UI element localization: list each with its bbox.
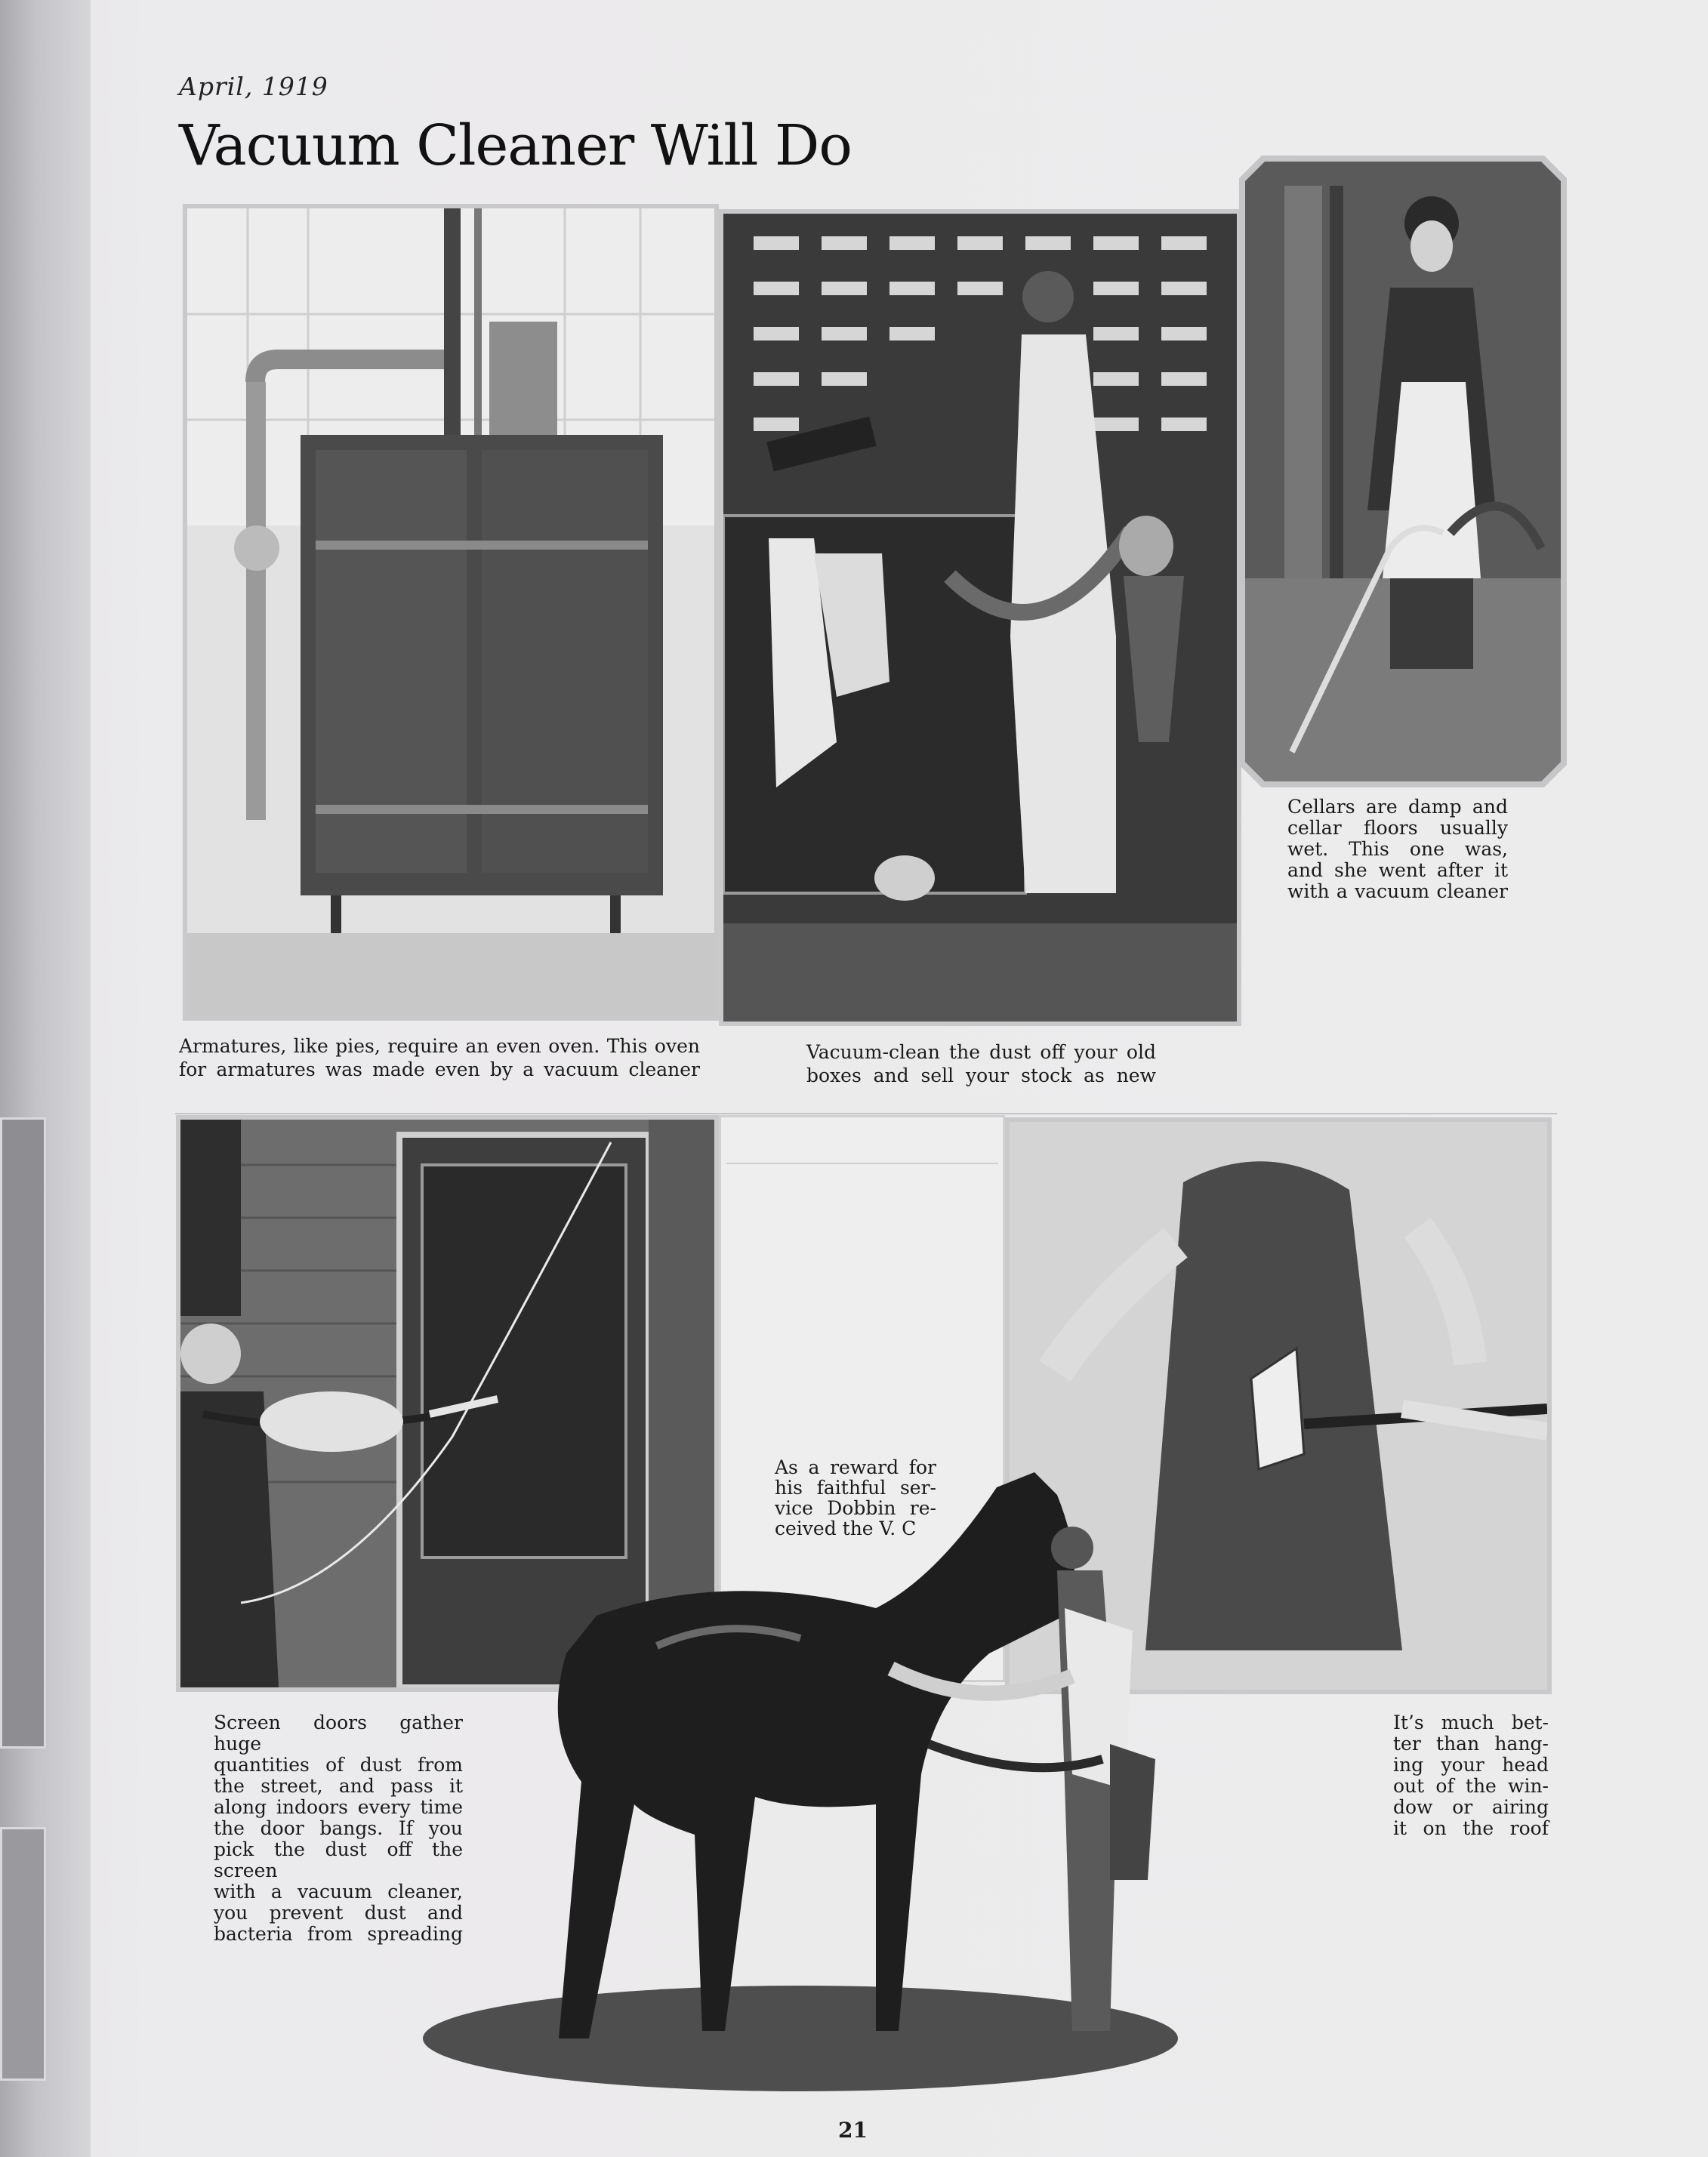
previous-page-photo-fragment — [0, 1117, 46, 1749]
panel-top-rule — [175, 1113, 1557, 1114]
caption-line: the door bangs. If you — [214, 1817, 463, 1839]
caption-line: and she went after it — [1287, 859, 1508, 881]
caption-line: out of the win- — [1393, 1775, 1549, 1797]
caption-horse-dobbin — [775, 1457, 936, 1539]
caption-line: with a vacuum cleaner — [1287, 880, 1508, 902]
caption-screen-door — [214, 1712, 463, 1945]
photo-cellar-floor — [1239, 156, 1567, 787]
caption-line: pick the dust off the screen — [214, 1838, 463, 1881]
caption-line: Vacuum-clean the dust off your old — [806, 1041, 1156, 1063]
caption-line: with a vacuum cleaner, — [214, 1881, 463, 1903]
caption-line: you prevent dust and — [214, 1902, 463, 1924]
caption-line: the street, and pass it — [214, 1775, 463, 1797]
caption-line: wet. This one was, — [1287, 838, 1508, 860]
caption-line: boxes and sell your stock as new — [806, 1065, 1156, 1086]
caption-stock-boxes — [806, 1040, 1156, 1087]
caption-line: quantities of dust from — [214, 1754, 463, 1776]
caption-line: cellar floors usually — [1287, 817, 1508, 839]
caption-line: Screen doors gather huge — [214, 1712, 463, 1755]
caption-line: for armatures was made even by a vacuum cleaner — [179, 1058, 700, 1080]
photo-stock-boxes — [719, 209, 1241, 1026]
caption-line: his faithful ser- — [775, 1477, 936, 1499]
caption-line: bacteria from spreading — [214, 1923, 463, 1945]
dateline: April, 1919 — [179, 72, 328, 101]
caption-line: along indoors every time — [214, 1796, 463, 1818]
caption-line: ter than hang- — [1393, 1733, 1549, 1755]
previous-page-photo-fragment — [0, 1827, 46, 2081]
caption-line: ing your head — [1393, 1754, 1549, 1776]
caption-cellar-floor — [1287, 797, 1508, 902]
caption-armature-oven — [179, 1034, 700, 1081]
caption-line: vice Dobbin re- — [775, 1497, 936, 1519]
caption-line: It’s much bet- — [1393, 1712, 1549, 1733]
caption-line: Cellars are damp and — [1287, 796, 1508, 818]
page-number: 21 — [838, 2118, 868, 2143]
caption-line: dow or airing — [1393, 1796, 1549, 1818]
photo-armature-oven — [183, 204, 719, 1021]
caption-line: As a reward for — [775, 1456, 936, 1478]
panel-rule — [726, 1163, 998, 1164]
caption-line: Armatures, like pies, require an even oven. This oven — [179, 1035, 700, 1057]
caption-line: it on the roof — [1393, 1817, 1549, 1839]
caption-hair-drying — [1393, 1712, 1549, 1839]
page-title: Vacuum Cleaner Will Do — [179, 113, 852, 178]
caption-line: ceived the V. C — [775, 1518, 917, 1539]
photo-horse-dobbin — [408, 1457, 1246, 2106]
